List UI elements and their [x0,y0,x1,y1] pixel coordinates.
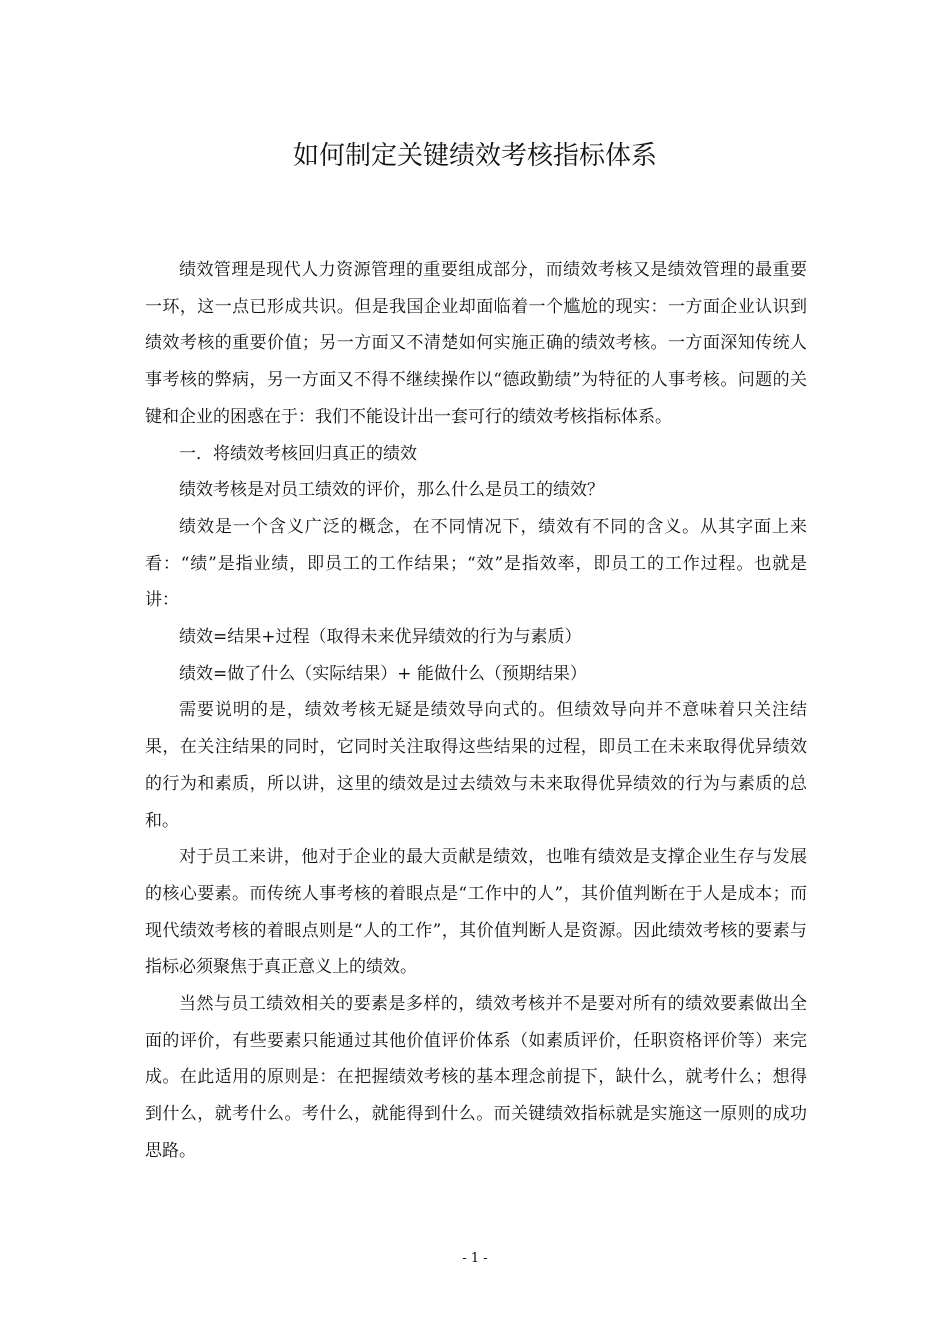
formula-1: 绩效=结果+过程（取得未来优异绩效的行为与素质） [179,627,582,648]
paragraph-intro: 绩效管理是现代人力资源管理的重要组成部分，而绩效考核又是绩效管理的最重要一环，这一点已形成共识。但是我国企业却面临着一个尴尬的现实：一方面企业认识到绩效考核的重要价值；另一方面又不清楚如何实施正确的绩效考核。一方面深知传统人事考核的弊病，另一方面又不得不继续操作以“德政勤绩”为特征的人事考核。问题的关键和企业的困惑在于：我们不能设计出一套可行的绩效考核指标体系。 [145,260,807,427]
document-title: 如何制定关键绩效考核指标体系 [292,141,657,171]
formula-2: 绩效=做了什么（实际结果）+ 能做什么（预期结果） [179,663,587,684]
page-number: - 1 - [462,1251,488,1266]
paragraph-principle: 当然与员工绩效相关的要素是多样的，绩效考核并不是要对所有的绩效要素做出全面的评价，有些要素只能通过其他价值评价体系（如素质评价，任职资格评价等）来完成。在此适用的原则是：在把握绩效考核的基本理念前提下，缺什么，就考什么；想得到什么，就考什么。考什么，就能得到什么。而关键绩效指标就是实施这一原则的成功思路。 [145,994,807,1161]
document-body [145,252,807,1170]
paragraph-definition: 绩效是一个含义广泛的概念，在不同情况下，绩效有不同的含义。从其字面上来看：“绩”是指业绩，即员工的工作结果；“效”是指效率，即员工的工作过程。也就是讲： [145,516,807,611]
section-heading-1: 一．将绩效考核回归真正的绩效 [179,443,417,464]
paragraph-question: 绩效考核是对员工绩效的评价，那么什么是员工的绩效？ [179,480,604,501]
paragraph-employee: 对于员工来讲，他对于企业的最大贡献是绩效，也唯有绩效是支撑企业生存与发展的核心要素。而传统人事考核的着眼点是“工作中的人”，其价值判断在于人是成本；而现代绩效考核的着眼点则是“人的工作”，其价值判断人是资源。因此绩效考核的要素与指标必须聚焦于真正意义上的绩效。 [145,847,807,978]
paragraph-explanation: 需要说明的是，绩效考核无疑是绩效导向式的。但绩效导向并不意味着只关注结果，在关注结果的同时，它同时关注取得这些结果的过程，即员工在未来取得优异绩效的行为和素质，所以讲，这里的绩效是过去绩效与未来取得优异绩效的行为与素质的总和。 [145,700,807,831]
